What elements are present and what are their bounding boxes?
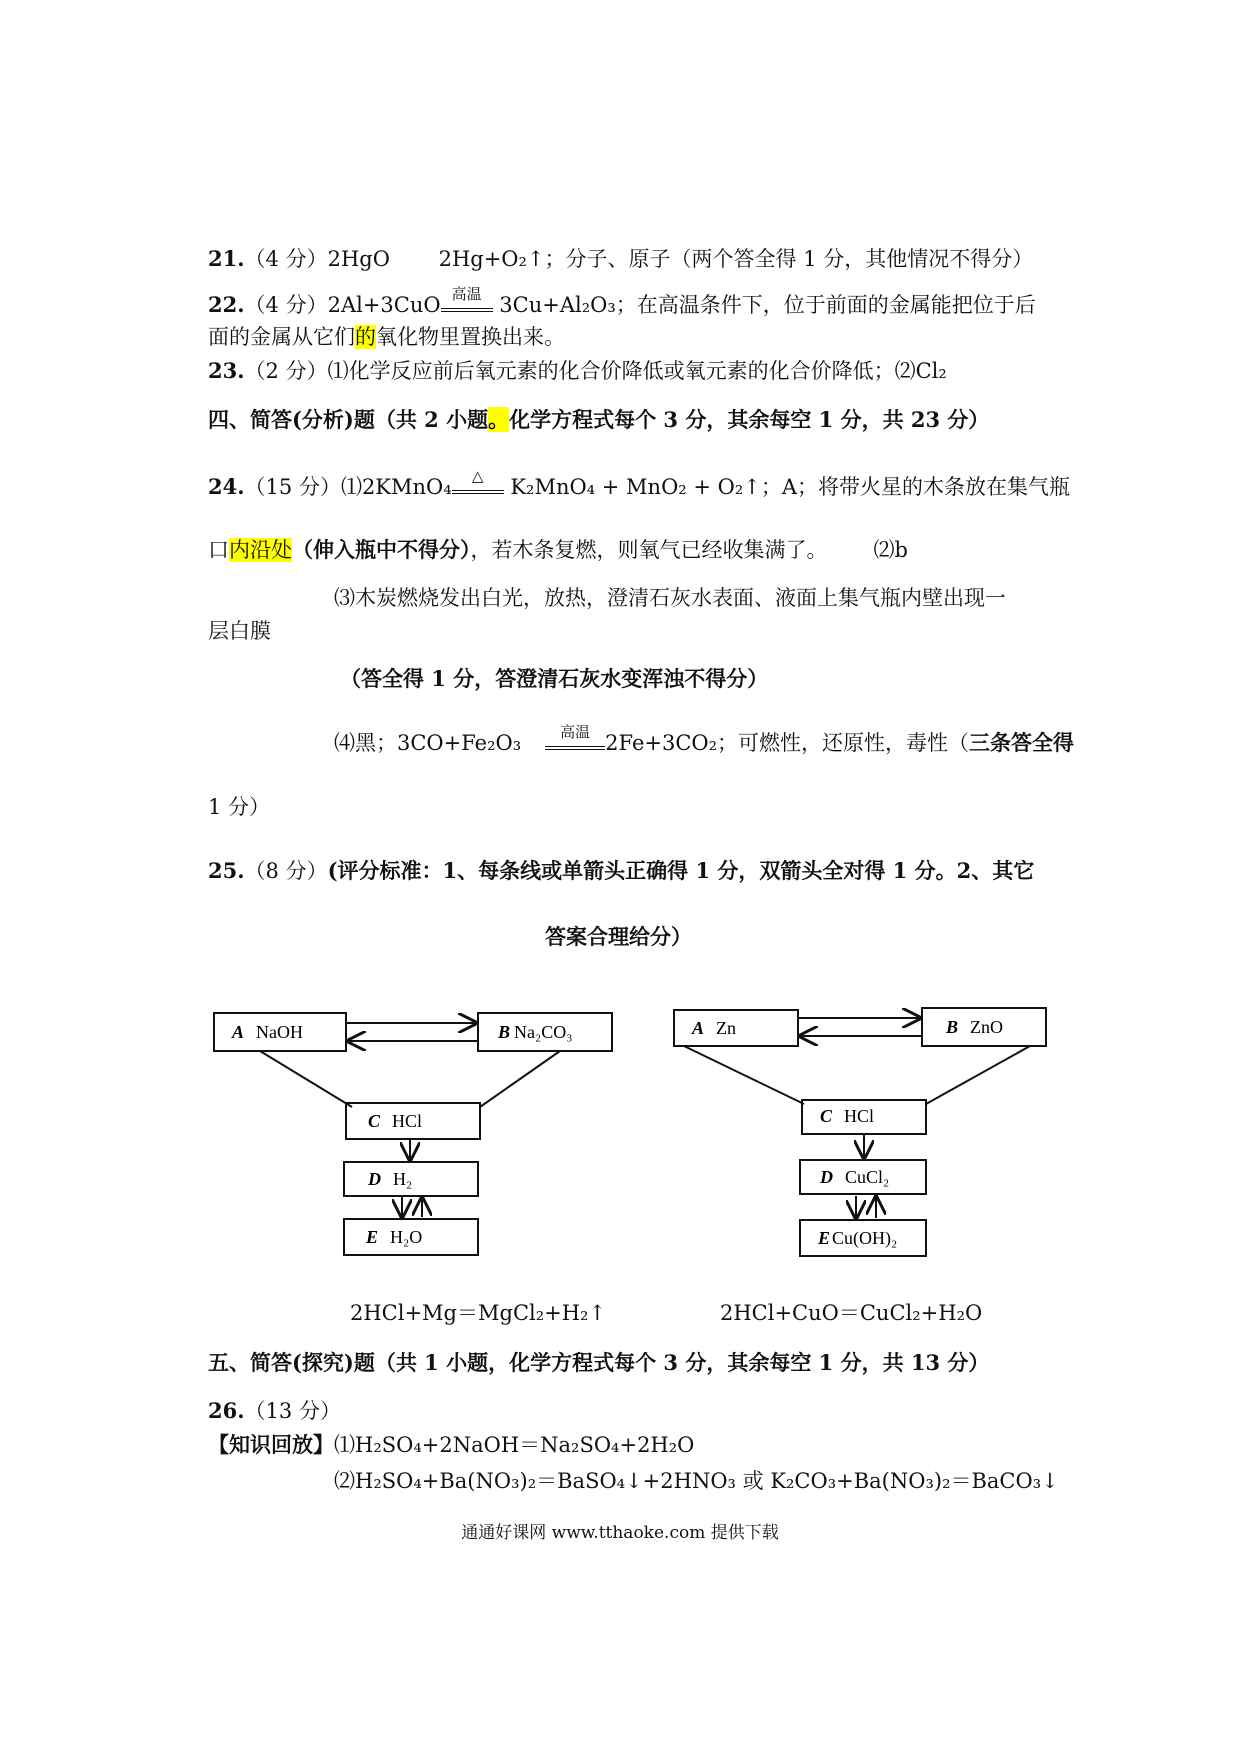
q24-text-g1: ⑷黑；3CO+Fe₂O₃ — [334, 731, 522, 755]
q24-text-c2: ，若木条复燃，则氧气已经收集满了。 — [470, 538, 828, 562]
box-A-right-label: A Zn — [692, 1018, 737, 1038]
equation-right: 2HCl+CuO＝CuCl₂+H₂O — [720, 1301, 983, 1325]
q24-line — [208, 467, 1071, 502]
q23-text: （2 分）⑴化学反应前后氧元素的化合价降低或氧元素的化合价降低；⑵Cl₂ — [244, 359, 947, 383]
q21-number: 21. — [208, 246, 245, 271]
box-A-left-label: A NaOH — [232, 1022, 304, 1042]
q22-line-2 — [208, 322, 565, 352]
q25-number: 25. — [208, 858, 245, 883]
q24-text-b: K₂MnO₄ + MnO₂ + O₂↑；A；将带火星的木条放在集气瓶 — [503, 475, 1071, 499]
box-B-right-label: B ZnO — [946, 1017, 1004, 1037]
box-E-right-label: E Cu(OH)₂ — [818, 1228, 898, 1248]
q24-text-h: 1 分） — [208, 795, 271, 819]
q26-knowledge-label: 【知识回放】 — [208, 1432, 334, 1457]
q22-text-c2: 氧化物里置换出来。 — [376, 325, 565, 349]
q22-text-b: 3Cu+Al₂O₃；在高温条件下，位于前面的金属能把位于后 — [492, 293, 1036, 317]
q24-number: 24. — [208, 474, 245, 499]
q26-line-2 — [208, 1430, 694, 1460]
q22-condition-label: 高温 — [451, 285, 482, 303]
q24-line-6 — [334, 723, 1075, 758]
section4-text-a: 四、简答(分析)题（共 2 小题 — [208, 407, 489, 432]
q26-text-c: ⑵H₂SO₄+Ba(NO₃)₂＝BaSO₄↓+2HNO₃ 或 K₂CO₃+Ba(NO₃)₂＝BaCO₃↓ — [334, 1469, 1059, 1493]
q24-text-c3: ⑵b — [873, 538, 908, 562]
q25-text-a: （8 分） — [244, 859, 328, 883]
q24-condition — [452, 467, 504, 494]
q24-line-7 — [208, 792, 270, 822]
box-D-right-label: D CuCl₂ — [820, 1167, 890, 1187]
q24-highlight: 内沿处 — [229, 538, 292, 562]
diagram-left — [210, 1005, 620, 1265]
q24-line-2 — [208, 535, 908, 565]
q23-line — [208, 356, 947, 386]
q24-text-e: 层白膜 — [208, 619, 271, 643]
q25-line-2 — [545, 922, 692, 952]
q24-line-3 — [334, 583, 1006, 613]
q24-line-5 — [340, 664, 768, 694]
q25-line — [208, 856, 1034, 886]
q24-text-f: （答全得 1 分，答澄清石灰水变浑浊不得分） — [340, 666, 769, 691]
q22-highlight: 的 — [355, 325, 376, 349]
q24-text-g3: 三条答全得 — [969, 730, 1075, 755]
line-A-C-right — [684, 1046, 804, 1104]
q26-number: 26. — [208, 1398, 245, 1423]
q26-text-b: ⑴H₂SO₄+2NaOH＝Na₂SO₄+2H₂O — [334, 1433, 695, 1457]
q26-text-a: （13 分） — [244, 1399, 341, 1423]
line-A-C-left — [260, 1051, 352, 1107]
section4-highlight: 。 — [488, 407, 510, 432]
line-B-C-left — [480, 1051, 560, 1107]
box-C-left-label: C HCl — [368, 1111, 423, 1131]
box-C-right-label: C HCl — [820, 1106, 875, 1126]
q24-text-c1: （伸入瓶中不得分） — [292, 537, 471, 562]
q21-line — [208, 244, 1033, 274]
q24-condition-2 — [545, 723, 605, 750]
q21-text: （4 分）2HgO 2Hg+O₂↑；分子、原子（两个答全得 1 分，其他情况不得分） — [244, 247, 1034, 271]
section5-heading: 五、简答(探究)题（共 1 小题，化学方程式每个 3 分，其余每空 1 分，共 13 分） — [208, 1350, 990, 1375]
q24-condition-2-label: 高温 — [560, 723, 591, 741]
q26-line — [208, 1396, 341, 1426]
equation-left: 2HCl+Mg＝MgCl₂+H₂↑ — [350, 1301, 607, 1325]
q22-number: 22. — [208, 292, 245, 317]
q26-line-3 — [334, 1466, 1059, 1496]
section4-text-b: 化学方程式每个 3 分，其余每空 1 分，共 23 分） — [509, 407, 990, 432]
q24-text-g2: 2Fe+3CO₂；可燃性，还原性，毒性（ — [605, 731, 970, 755]
q25-text-c: 答案合理给分） — [545, 924, 692, 949]
q25-text-b: (评分标准：1、每条线或单箭头正确得 1 分，双箭头全对得 1 分。2、其它 — [327, 858, 1035, 883]
q22-line — [208, 285, 1036, 320]
q24-line-4 — [208, 616, 271, 646]
q22-condition — [441, 285, 493, 312]
diagram-right — [670, 1000, 1070, 1265]
section4-heading — [208, 405, 989, 435]
q24-text-c0: 口 — [208, 538, 229, 562]
box-B-left-label: B Na₂CO₃ — [498, 1022, 573, 1042]
page-footer: 通通好课网 www.tthaoke.com 提供下载 — [461, 1523, 779, 1543]
q24-condition-label: △ — [471, 467, 484, 485]
q22-text-c1: 面的金属从它们 — [208, 325, 355, 349]
q24-text-a: （15 分）⑴2KMnO₄ — [244, 475, 452, 499]
box-D-left-label: D H₂ — [368, 1169, 413, 1189]
box-E-left-label: E H₂O — [366, 1227, 423, 1247]
q23-number: 23. — [208, 358, 245, 383]
q24-text-d: ⑶木炭燃烧发出白光，放热，澄清石灰水表面、液面上集气瓶内壁出现一 — [334, 586, 1006, 610]
q22-text-a: （4 分）2Al+3CuO — [244, 293, 441, 317]
line-B-C-right — [926, 1046, 1030, 1104]
